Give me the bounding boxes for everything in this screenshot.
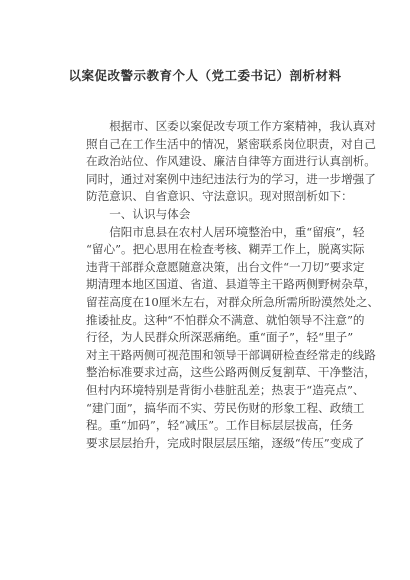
text-line: 程。重“加码”，轻“减压”。工作目标层层拔高，任务 <box>86 418 354 433</box>
text-line: 违背干部群众意愿随意决策，出台文件“一刀切”要求定 <box>86 259 365 274</box>
document-title: 以案促改警示教育个人（党工委书记）剖析材料 <box>68 68 342 83</box>
paragraph-analysis <box>86 224 380 453</box>
section-heading-text: 一、认识与体会 <box>86 206 191 221</box>
text-line: 防范意识、自省意识、守法意识。现对照剖析如下： <box>86 189 353 204</box>
text-line: 整治标准要求过高，这些公路两侧反复割草、干净整洁， <box>86 365 376 380</box>
document-body <box>86 118 380 452</box>
text-line: 但村内环境特别是背街小巷脏乱差；热衷于“造亮点”、 <box>86 382 365 397</box>
text-line: 推诿扯皮。这种“不怕群众不满意、就怕领导不注意”的 <box>86 312 365 327</box>
paragraph-intro <box>86 118 376 206</box>
text-line: 留茬高度在10厘米左右，对群众所急所需所盼漠然处之、 <box>86 294 380 309</box>
text-line: 根据市、区委以案促改专项工作方案精神，我认真对 <box>86 119 376 133</box>
text-line: 在政治站位、作风建设、廉洁自律等方面进行认真剖析。 <box>86 154 376 169</box>
text-line: 要求层层抬升，完成时限层层压缩，逐级“传压”变成了 <box>86 435 365 450</box>
text-line: 对主干路两侧可视范围和领导干部调研检查经常走的线路 <box>86 347 376 362</box>
text-line: “建门面”，搞华而不实、劳民伤财的形象工程、政绩工 <box>86 400 365 415</box>
section-heading <box>86 206 348 224</box>
text-line: 期清理本地区国道、省道、县道等主干路两侧野树杂草， <box>86 277 376 292</box>
text-line: 信阳市息县在农村人居环境整治中，重“留痕”，轻 <box>86 224 365 239</box>
text-line: 照自己在工作生活中的情况，紧密联系岗位职责，对自己 <box>86 136 376 151</box>
text-line: 行径，为人民群众所深恶痛绝。重“面子”，轻“里子” <box>86 330 354 345</box>
text-line: “留心”。把心思用在检查考核、糊弄工作上，脱离实际 <box>86 242 365 257</box>
text-line: 同时，通过对案例中违纪违法行为的学习，进一步增强了 <box>86 171 376 186</box>
